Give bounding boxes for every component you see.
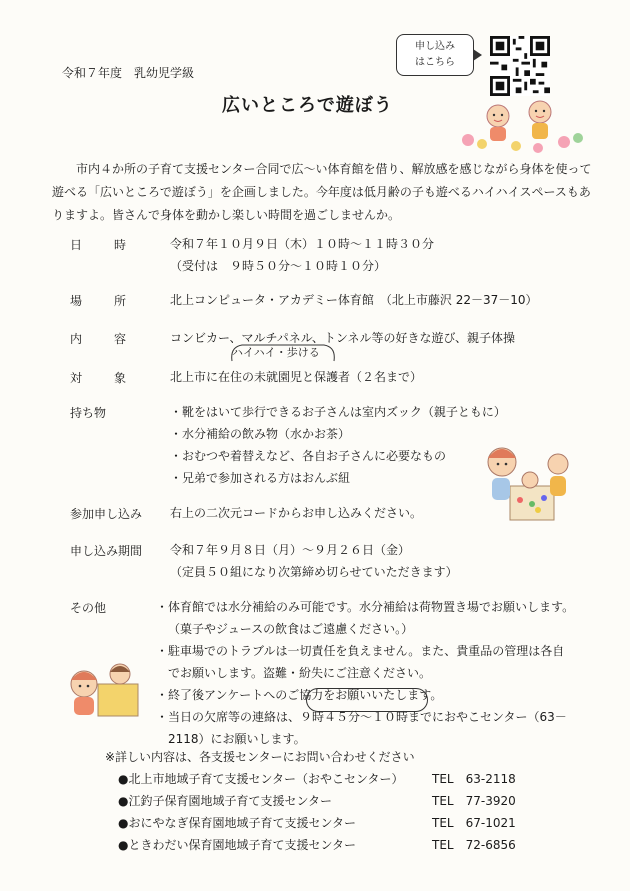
period-value: 令和７年９月８日（月）～９月２６日（金） xyxy=(170,543,411,557)
target-annotation: ハイハイ・歩ける xyxy=(232,346,320,359)
list-item: ・体育館では水分補給のみ可能です。水分補給は荷物置き場でお願いします。（菓子やジュースの飲食はご遠慮ください。） xyxy=(156,600,575,636)
year-label: 令和７年度 乳幼児学級 xyxy=(62,66,195,80)
datetime-label: 日 時 xyxy=(70,238,137,252)
datetime-value: 令和７年１０月９日（木）１０時～１１時３０分 xyxy=(170,237,435,251)
period-label: 申し込み期間 xyxy=(70,544,143,558)
contact-tel: TEL 67-1021 xyxy=(432,816,516,830)
children-playing-illustration xyxy=(480,440,580,526)
list-item: ・水分補給の飲み物（水かお茶） xyxy=(170,427,351,441)
page-title: 広いところで遊ぼう xyxy=(222,95,393,116)
target-value: 北上市に在住の未就園児と保護者（２名まで） xyxy=(170,370,423,384)
apply-label: 参加申し込み xyxy=(70,507,143,521)
list-item: ・当日の欠席等の連絡は、９時４５分～１０時までにおやこセンター（63－2118）にお願いします。 xyxy=(156,710,567,746)
list-item: ・おむつや着替えなど、各自お子さんに必要なもの xyxy=(170,449,447,463)
qr-code-icon[interactable] xyxy=(490,36,550,96)
qr-note-line1: 申し込み xyxy=(415,41,455,52)
content-value: コンビカー、マルチパネル、トンネル等の好きな遊び、親子体操 xyxy=(170,331,516,345)
items-label: 持ち物 xyxy=(70,406,107,420)
contact-name: ●おにやなぎ保育園地域子育て支援センター xyxy=(118,816,356,830)
qr-note-line2: はこちら xyxy=(415,57,455,68)
list-item: ・兄弟で参加される方はおんぶ紐 xyxy=(170,471,351,485)
contact-tel: TEL 63-2118 xyxy=(432,772,516,786)
place-value: 北上コンピュータ・アカデミー体育館 （北上市藤沢 22－37－10） xyxy=(170,293,538,307)
contact-tel: TEL 72-6856 xyxy=(432,838,516,852)
children-box-illustration xyxy=(64,662,144,720)
contact-heading: ※詳しい内容は、各支援センターにお問い合わせください xyxy=(105,750,415,764)
children-flowers-illustration xyxy=(458,98,588,154)
annotation-bracket-icon xyxy=(228,341,338,363)
intro-paragraph: 市内４か所の子育て支援センター合同で広～い体育館を借り、解放感を感じながら身体を使って遊べる「広いところで遊ぼう」を企画しました。今年度は低月齢の子も遊べるハイハイスペースもありますよ。皆さんで身体を動かし楽しい時間を過ごしませんか。 xyxy=(52,162,592,222)
contact-tel: TEL 77-3920 xyxy=(432,794,516,808)
other-label: その他 xyxy=(70,601,107,615)
contact-name: ●ときわだい保育園地域子育て支援センター xyxy=(118,838,356,852)
contact-name: ●江釣子保育園地域子育て支援センター xyxy=(118,794,332,808)
highlight-oval xyxy=(306,688,428,712)
items-list xyxy=(170,401,506,489)
list-item: ・靴をはいて歩行できるお子さんは室内ズック（親子ともに） xyxy=(170,405,506,419)
other-notes xyxy=(156,596,576,750)
qr-note xyxy=(396,34,474,76)
content-label: 内 容 xyxy=(70,332,137,346)
datetime-sub: （受付は ９時５０分～１０時１０分） xyxy=(170,259,387,273)
list-item: ・駐車場でのトラブルは一切責任を負えません。また、貴重品の管理は各自でお願いします。盗難・紛失にご注意ください。 xyxy=(156,644,565,680)
target-label: 対 象 xyxy=(70,371,137,385)
place-label: 場 所 xyxy=(70,294,137,308)
list-item: ・終了後アンケートへのご協力をお願いいたします。 xyxy=(156,688,443,702)
apply-value: 右上の二次元コードからお申し込みください。 xyxy=(170,506,423,520)
contact-name: ●北上市地域子育て支援センター（おやこセンター） xyxy=(118,772,404,786)
period-sub: （定員５０組になり次第締め切らせていただきます） xyxy=(170,565,458,579)
